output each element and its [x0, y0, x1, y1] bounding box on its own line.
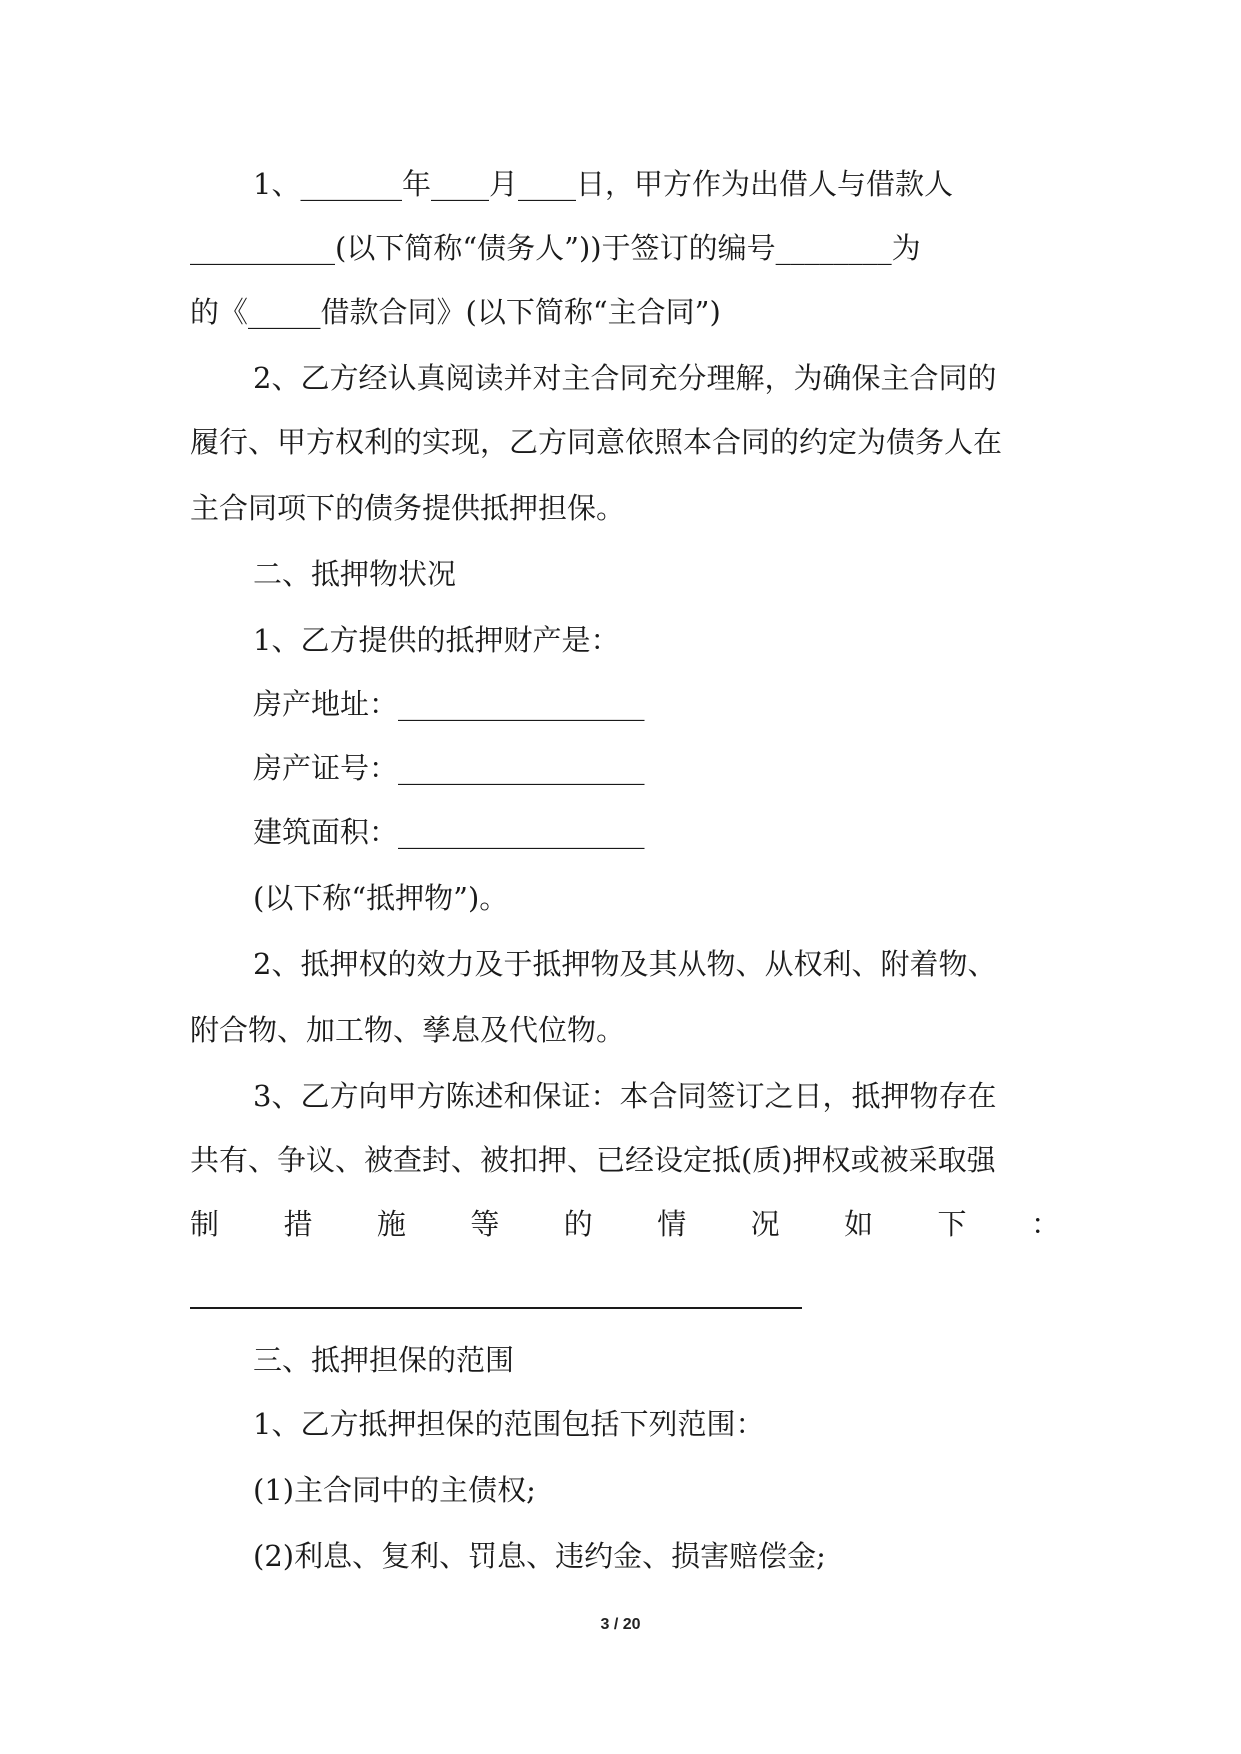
paragraph-line: 1、_______年____月____日，甲方作为出借人与借款人	[253, 167, 953, 201]
char: 况	[750, 1207, 780, 1241]
form-field-area: 建筑面积：_________________	[253, 815, 645, 849]
char: 施	[376, 1207, 406, 1241]
char: 下	[937, 1207, 967, 1241]
section-heading: 三、抵押担保的范围	[253, 1343, 515, 1377]
char: 的	[563, 1207, 593, 1241]
list-item: (1)主合同中的主债权;	[253, 1473, 536, 1507]
char: 制	[190, 1207, 220, 1241]
paragraph-line: __________(以下简称“债务人”))于签订的编号________为	[190, 231, 921, 265]
paragraph-line: 2、抵押权的效力及于抵押物及其从物、从权利、附着物、	[253, 947, 997, 981]
list-item: (2)利息、复利、罚息、违约金、损害赔偿金;	[253, 1539, 826, 1573]
char: 措	[283, 1207, 313, 1241]
form-field-address: 房产地址：_________________	[253, 687, 645, 721]
char: 如	[844, 1207, 874, 1241]
page-number: 3 / 20	[600, 1616, 641, 1633]
char: ：	[1030, 1207, 1060, 1241]
paragraph-line: 1、乙方提供的抵押财产是：	[253, 623, 620, 657]
section-heading: 二、抵押物状况	[253, 557, 457, 591]
char: 情	[657, 1207, 687, 1241]
paragraph-line: 1、乙方抵押担保的范围包括下列范围：	[253, 1407, 765, 1441]
char: 等	[470, 1207, 500, 1241]
paragraph-line: 主合同项下的债务提供抵押担保。	[190, 491, 626, 525]
paragraph-line: 2、乙方经认真阅读并对主合同充分理解，为确保主合同的	[253, 361, 997, 395]
paragraph-line: 共有、争议、被查封、被扣押、已经设定抵(质)押权或被采取强	[190, 1143, 996, 1177]
paragraph-line: 3、乙方向甲方陈述和保证：本合同签订之日，抵押物存在	[253, 1079, 997, 1113]
blank-fill-line	[190, 1307, 802, 1309]
justified-line	[190, 1204, 1060, 1244]
paragraph-line: 的《_____借款合同》(以下简称“主合同”)	[190, 295, 721, 329]
paragraph-line: 履行、甲方权利的实现，乙方同意依照本合同的约定为债务人在	[190, 425, 1003, 459]
paragraph-line: 附合物、加工物、孳息及代位物。	[190, 1013, 626, 1047]
form-field-certificate: 房产证号：_________________	[253, 751, 645, 785]
paragraph-line: (以下称“抵押物”)。	[253, 881, 509, 915]
